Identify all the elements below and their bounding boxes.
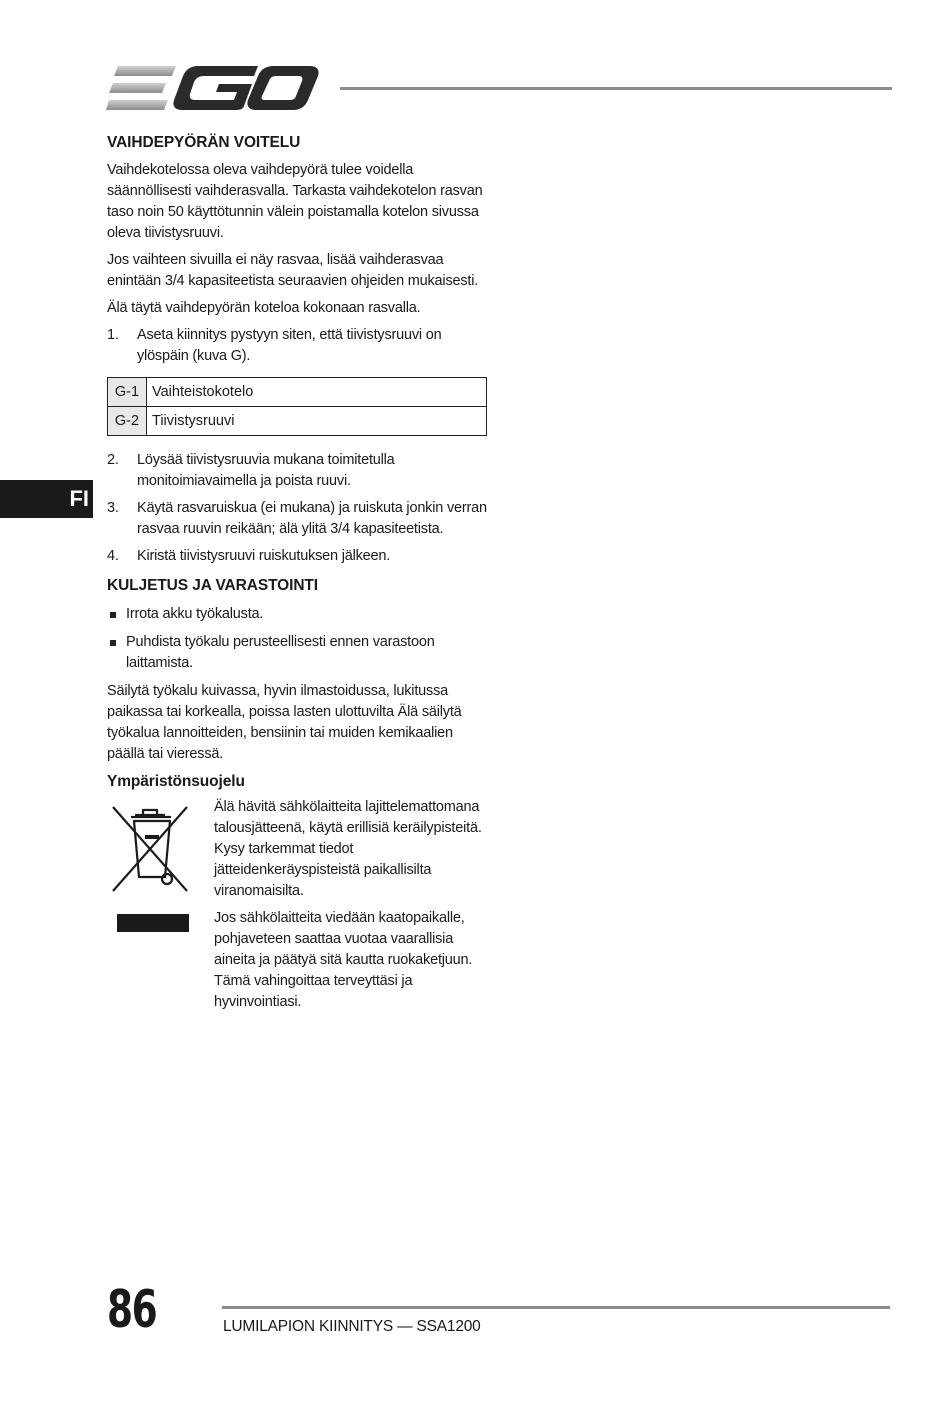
steps-list [107, 450, 489, 567]
footer-rule [222, 1306, 890, 1309]
environment-block [107, 797, 489, 1010]
paragraph: Säilytä työkalu kuivassa, hyvin ilmastoidussa, lukitussa paikassa tai korkealla, poissa lasten ulottuvilta Älä säilytä työkalua lannoitteiden, bensiinin tai muiden kemikaalien päällä tai vieressä. [107, 683, 462, 762]
section-title-storage: KULJETUS JA VARASTOINTI [107, 577, 318, 594]
step-text: Aseta kiinnitys pystyyn siten, että tiivistysruuvi on ylöspäin (kuva G). [137, 327, 442, 364]
step-item [107, 546, 489, 567]
environment-text [214, 797, 494, 1019]
parts-table [107, 377, 487, 436]
part-code: G-1 [108, 378, 147, 407]
bullet-item [107, 604, 489, 625]
content-column [107, 132, 489, 1010]
bullet-square-icon [110, 640, 116, 646]
step-item [107, 450, 489, 492]
paragraph: Jos sähkölaitteita viedään kaatopaikalle, pohjaveteen saattaa vuotaa vaarallisia aineita ja päätyä sitä kautta ruokaketjuun. Tämä vahingoittaa terveyttäsi ja hyvinvointiasi. [214, 910, 473, 1010]
step-number: 3. [107, 500, 119, 516]
ego-logo [106, 64, 320, 112]
table-row [108, 378, 487, 407]
paragraph: Vaihdekotelossa oleva vaihdepyörä tulee voidella säännöllisesti vaihderasvalla. Tarkasta vaihdekotelon rasvan taso noin 50 käyttötunnin välein poistamalla kotelon sivussa oleva tiivistysruuvi. [107, 162, 483, 241]
header-rule [340, 87, 892, 90]
step-item [107, 325, 489, 367]
step-number: 1. [107, 327, 119, 343]
step-number: 4. [107, 548, 119, 564]
language-tab: FI [0, 480, 93, 518]
step-text: Käytä rasvaruiskua (ei mukana) ja ruiskuta jonkin verran rasvaa ruuvin reikään; älä ylitä 3/4 kapasiteetista. [137, 500, 487, 537]
step-item [107, 498, 489, 540]
weee-crossed-bin-icon [107, 799, 193, 935]
paragraph: Älä hävitä sähkölaitteita lajittelemattomana talousjätteenä, käytä erillisiä keräilypisteitä. Kysy tarkemmat tiedot jätteidenkeräyspisteistä paikallisilta viranomaisilta. [214, 799, 482, 899]
page-number: 86 [107, 1280, 157, 1340]
bullet-text: Irrota akku työkalusta. [126, 606, 264, 622]
step-text: Kiristä tiivistysruuvi ruiskutuksen jälkeen. [137, 548, 391, 564]
part-code: G-2 [108, 407, 147, 436]
part-name: Tiivistysruuvi [147, 407, 487, 436]
bullet-square-icon [110, 612, 116, 618]
footer-title: LUMILAPION KIINNITYS — SSA1200 [223, 1318, 481, 1335]
section-title-lubrication: VAIHDEPYÖRÄN VOITELU [107, 134, 301, 151]
table-row [108, 407, 487, 436]
bullet-text: Puhdista työkalu perusteellisesti ennen varastoon laittamista. [126, 634, 435, 671]
step-number: 2. [107, 452, 119, 468]
bullet-list [107, 604, 489, 674]
paragraph: Jos vaihteen sivuilla ei näy rasvaa, lisää vaihderasvaa enintään 3/4 kapasiteetista seuraavien ohjeiden mukaisesti. [107, 252, 479, 289]
section-title-environment: Ympäristönsuojelu [107, 773, 245, 790]
step-text: Löysää tiivistysruuvia mukana toimitetulla monitoimiavaimella ja poista ruuvi. [137, 452, 395, 489]
part-name: Vaihteistokotelo [147, 378, 487, 407]
bullet-item [107, 632, 489, 674]
steps-list [107, 325, 489, 367]
paragraph: Älä täytä vaihdepyörän koteloa kokonaan rasvalla. [107, 300, 421, 316]
